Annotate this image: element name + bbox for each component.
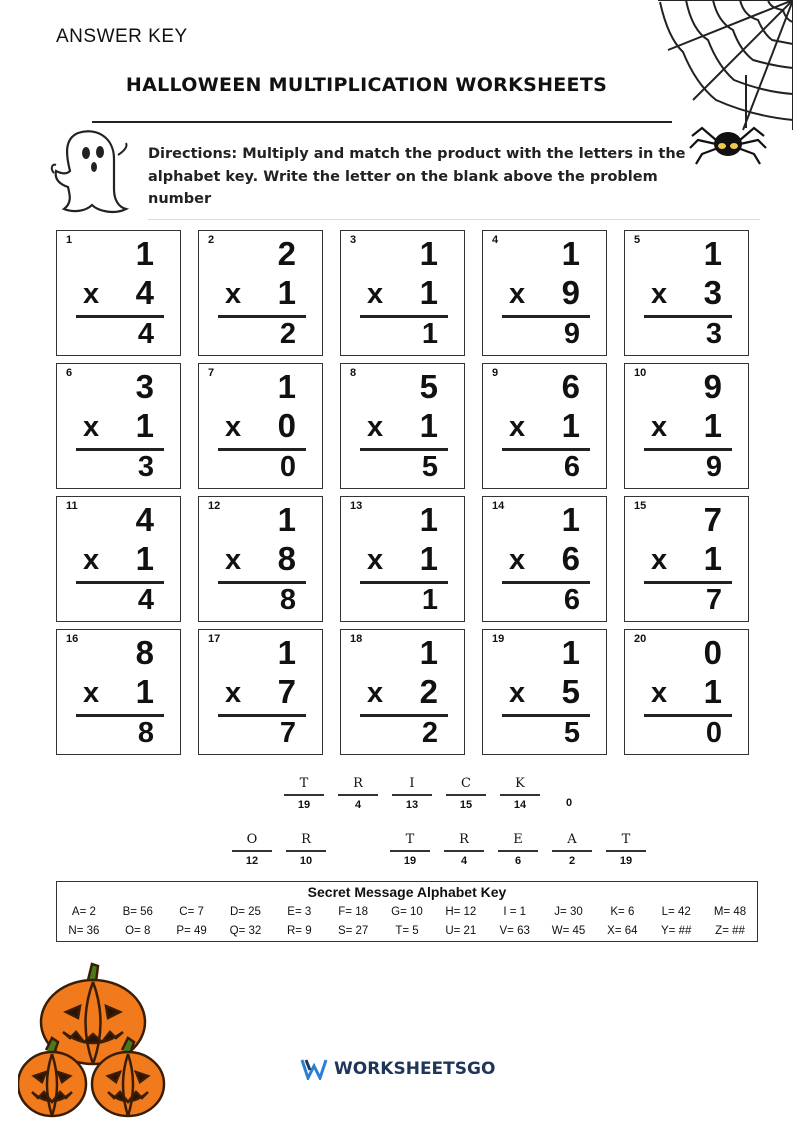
alphabet-key-entry: O= 8 — [125, 925, 151, 937]
blank-line — [446, 794, 486, 796]
problem-card — [56, 230, 181, 356]
directions-text: Directions: Multiply and match the product with the letters in the alphabet key. Write the letter on the blank above the problem number — [148, 146, 686, 207]
problem-number: 1 — [66, 234, 73, 246]
problem-card — [482, 496, 607, 622]
multiplier: 1 — [561, 407, 580, 444]
answer-key-label: ANSWER KEY — [56, 26, 188, 47]
message-code: 13 — [405, 798, 419, 811]
multiplicand: 9 — [703, 368, 722, 405]
message-letter: T — [405, 832, 415, 847]
multiplicand: 1 — [419, 235, 438, 272]
multiplicand: 1 — [561, 235, 580, 272]
alphabet-key-entry: K= 6 — [610, 906, 635, 918]
product: 7 — [279, 717, 296, 749]
multiplicand: 1 — [419, 634, 438, 671]
product: 3 — [705, 318, 722, 350]
multiplicand: 1 — [277, 634, 296, 671]
multiply-sign: x — [367, 411, 384, 443]
multiplier: 1 — [419, 540, 438, 577]
message-code: 19 — [403, 854, 417, 867]
message-letter: R — [301, 832, 311, 847]
problem-card — [56, 496, 181, 622]
multiply-sign: x — [225, 411, 242, 443]
multiplicand: 1 — [277, 501, 296, 538]
product: 4 — [137, 584, 154, 616]
alphabet-key-entry: P= 49 — [176, 925, 207, 937]
message-extra-number: 0 — [566, 797, 573, 809]
message-code: 15 — [459, 798, 473, 811]
product: 0 — [705, 717, 722, 749]
message-blank — [444, 832, 484, 867]
product: 2 — [279, 318, 296, 350]
multiplicand: 1 — [561, 634, 580, 671]
product: 2 — [421, 717, 438, 749]
multiply-sign: x — [83, 677, 100, 709]
problem-number: 13 — [350, 500, 363, 512]
multiply-sign: x — [509, 278, 526, 310]
message-blank — [338, 776, 378, 811]
product: 6 — [563, 451, 580, 483]
message-letter: T — [299, 776, 309, 791]
alphabet-key-entry: B= 56 — [122, 906, 153, 918]
problem-card — [624, 496, 749, 622]
problem-card — [624, 363, 749, 489]
message-blank — [286, 832, 326, 867]
multiplicand: 1 — [561, 501, 580, 538]
alphabet-key-entry: H= 12 — [445, 906, 477, 918]
message-code: 19 — [297, 798, 311, 811]
message-code: 4 — [460, 854, 468, 867]
problem-card — [56, 629, 181, 755]
alphabet-key-entry: R= 9 — [286, 925, 312, 937]
multiply-sign: x — [225, 278, 242, 310]
blank-line — [284, 794, 324, 796]
multiply-sign: x — [225, 677, 242, 709]
problem-card — [198, 629, 323, 755]
problem-number: 20 — [634, 633, 647, 645]
alphabet-key-row-2 — [57, 925, 757, 937]
problem-number: 11 — [66, 500, 78, 512]
multiplier: 0 — [277, 407, 296, 444]
multiply-sign: x — [651, 677, 668, 709]
multiplier: 3 — [703, 274, 722, 311]
multiplier: 1 — [703, 407, 722, 444]
alphabet-key-entry: U= 21 — [445, 925, 477, 937]
problem-number: 19 — [492, 633, 505, 645]
message-blank — [552, 832, 592, 867]
message-letter: O — [246, 832, 258, 847]
multiply-sign: x — [367, 544, 384, 576]
multiplier: 1 — [135, 673, 154, 710]
alphabet-key-entry: Y= ## — [661, 925, 692, 937]
problem-card — [340, 230, 465, 356]
spider-icon — [688, 118, 768, 166]
message-letter: R — [459, 832, 469, 847]
blank-line — [606, 850, 646, 852]
problem-number: 6 — [66, 367, 73, 379]
multiplier: 9 — [561, 274, 580, 311]
problem-card — [624, 629, 749, 755]
multiply-sign: x — [509, 677, 526, 709]
alphabet-key-entry: Z= ## — [715, 925, 745, 937]
alphabet-key-entry: M= 48 — [713, 906, 747, 918]
message-code: 2 — [568, 854, 576, 867]
multiplicand: 6 — [561, 368, 580, 405]
problem-number: 2 — [208, 234, 215, 246]
message-letter: C — [461, 776, 471, 791]
multiply-sign: x — [509, 411, 526, 443]
multiplicand: 8 — [135, 634, 154, 671]
multiply-sign: x — [225, 544, 242, 576]
product: 1 — [421, 584, 438, 616]
multiply-sign: x — [83, 278, 100, 310]
multiply-sign: x — [509, 544, 526, 576]
alphabet-key-title: Secret Message Alphabet Key — [307, 884, 507, 900]
message-letter: A — [567, 832, 577, 847]
brand-name-part-1: WORKSHEETS — [334, 1059, 468, 1079]
multiply-sign: x — [651, 544, 668, 576]
product: 5 — [421, 451, 438, 483]
blank-line — [338, 794, 378, 796]
blank-line — [498, 850, 538, 852]
alphabet-key-entry: I = 1 — [503, 906, 527, 918]
pumpkins-icon — [18, 960, 168, 1120]
title-rule — [92, 121, 672, 123]
blank-line — [500, 794, 540, 796]
problem-card — [198, 496, 323, 622]
alphabet-key-entry: F= 18 — [338, 906, 368, 918]
message-blank — [392, 776, 432, 811]
alphabet-key-entry: N= 36 — [68, 925, 100, 937]
problem-number: 10 — [634, 367, 647, 379]
message-letter: E — [513, 832, 523, 847]
message-blank — [500, 776, 540, 811]
multiplicand: 3 — [135, 368, 154, 405]
message-blank — [232, 832, 272, 867]
product: 7 — [705, 584, 722, 616]
multiplicand: 2 — [277, 235, 296, 272]
product: 1 — [421, 318, 438, 350]
alphabet-key-entry: E= 3 — [287, 906, 312, 918]
message-blank — [498, 832, 538, 867]
message-blank — [606, 832, 646, 867]
problem-number: 17 — [208, 633, 221, 645]
problem-card — [482, 363, 607, 489]
multiplier: 1 — [135, 540, 154, 577]
problem-number: 18 — [350, 633, 363, 645]
blank-line — [232, 850, 272, 852]
brand-mark-icon — [300, 1058, 328, 1080]
message-code: 14 — [513, 798, 527, 811]
alphabet-key-entry: J= 30 — [554, 906, 583, 918]
problem-card — [340, 629, 465, 755]
problem-number: 9 — [492, 367, 499, 379]
multiply-sign: x — [83, 544, 100, 576]
message-blank — [390, 832, 430, 867]
multiplier: 8 — [277, 540, 296, 577]
multiplicand: 1 — [135, 235, 154, 272]
product: 6 — [563, 584, 580, 616]
message-code: 6 — [514, 854, 522, 867]
product: 9 — [705, 451, 722, 483]
alphabet-key-entry: V= 63 — [499, 925, 530, 937]
product: 0 — [279, 451, 296, 483]
product: 8 — [279, 584, 296, 616]
alphabet-key-entry: G= 10 — [391, 906, 423, 918]
page-title: HALLOWEEN MULTIPLICATION WORKSHEETS — [125, 74, 608, 96]
problem-card — [624, 230, 749, 356]
multiplier: 1 — [135, 407, 154, 444]
product: 8 — [137, 717, 154, 749]
alphabet-key-box — [56, 881, 758, 942]
multiplier: 1 — [419, 407, 438, 444]
message-letter: K — [515, 776, 525, 791]
brand-name-part-2: GO — [467, 1059, 496, 1079]
problem-number: 15 — [634, 500, 647, 512]
alphabet-key-entry: L= 42 — [661, 906, 691, 918]
multiplier: 5 — [561, 673, 580, 710]
problem-number: 4 — [492, 234, 499, 246]
problem-number: 3 — [350, 234, 357, 246]
product: 4 — [137, 318, 154, 350]
multiplicand: 1 — [419, 501, 438, 538]
message-letter: R — [353, 776, 363, 791]
problem-card — [198, 230, 323, 356]
multiplier: 1 — [703, 540, 722, 577]
multiplier: 6 — [561, 540, 580, 577]
multiplier: 1 — [419, 274, 438, 311]
message-blank — [284, 776, 324, 811]
multiplicand: 5 — [419, 368, 438, 405]
directions-rule — [148, 219, 760, 220]
message-code: 19 — [619, 854, 633, 867]
alphabet-key-entry: Q= 32 — [229, 925, 262, 937]
blank-line — [286, 850, 326, 852]
multiplier: 4 — [135, 274, 154, 311]
multiplicand: 1 — [703, 235, 722, 272]
message-letter: I — [409, 776, 415, 791]
alphabet-key-row-1 — [57, 906, 757, 918]
ghost-icon — [48, 125, 136, 217]
problem-number: 14 — [492, 500, 505, 512]
problem-number: 8 — [350, 367, 357, 379]
multiply-sign: x — [83, 411, 100, 443]
multiply-sign: x — [651, 278, 668, 310]
problem-card — [340, 363, 465, 489]
message-code: 4 — [354, 798, 362, 811]
alphabet-key-entry: A= 2 — [71, 906, 96, 918]
multiplier: 1 — [277, 274, 296, 311]
multiplicand: 7 — [703, 501, 722, 538]
message-code: 12 — [245, 854, 259, 867]
message-letter: T — [621, 832, 631, 847]
problem-card — [198, 363, 323, 489]
product: 3 — [137, 451, 154, 483]
problem-card — [482, 629, 607, 755]
alphabet-key-entry: T= 5 — [395, 925, 419, 937]
problem-card — [340, 496, 465, 622]
problem-card — [56, 363, 181, 489]
message-blank — [446, 776, 486, 811]
blank-line — [392, 794, 432, 796]
multiplicand: 4 — [135, 501, 154, 538]
problem-number: 7 — [208, 367, 215, 379]
multiplier: 2 — [419, 673, 438, 710]
blank-line — [390, 850, 430, 852]
multiplier: 1 — [703, 673, 722, 710]
problem-number: 5 — [634, 234, 641, 246]
blank-line — [552, 850, 592, 852]
alphabet-key-entry: X= 64 — [607, 925, 638, 937]
alphabet-key-entry: W= 45 — [551, 925, 586, 937]
alphabet-key-entry: D= 25 — [229, 906, 261, 918]
product: 5 — [563, 717, 580, 749]
alphabet-key-entry: S= 27 — [337, 925, 369, 937]
multiply-sign: x — [367, 278, 384, 310]
multiply-sign: x — [367, 677, 384, 709]
brand-logo — [300, 1058, 495, 1080]
multiplier: 7 — [277, 673, 296, 710]
message-code: 10 — [299, 854, 313, 867]
product: 9 — [563, 318, 580, 350]
problem-number: 12 — [208, 500, 221, 512]
multiply-sign: x — [651, 411, 668, 443]
multiplicand: 0 — [703, 634, 722, 671]
problem-number: 16 — [66, 633, 79, 645]
alphabet-key-entry: C= 7 — [179, 906, 204, 918]
multiplicand: 1 — [277, 368, 296, 405]
problem-card — [482, 230, 607, 356]
blank-line — [444, 850, 484, 852]
